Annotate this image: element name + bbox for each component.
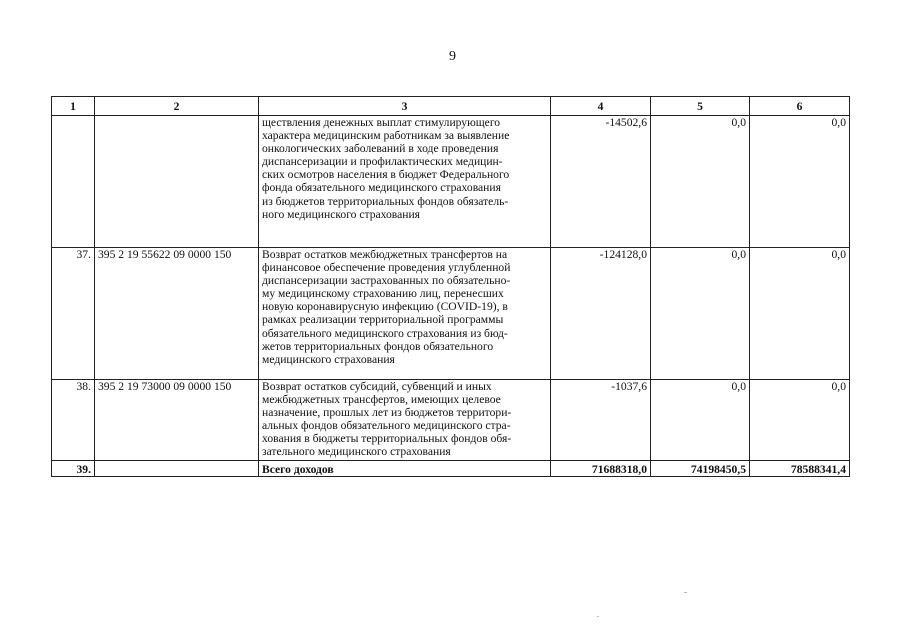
table-total-row: [52, 461, 850, 477]
table-header-row: [52, 97, 850, 116]
header-col-2: 2: [95, 97, 259, 116]
total-value-col-4: 71688318,0: [551, 461, 651, 477]
value-col-4: -1037,6: [551, 380, 651, 461]
row-number: 39.: [52, 461, 95, 477]
budget-code: 395 2 19 55622 09 0000 150: [95, 248, 259, 380]
header-col-4: 4: [551, 97, 651, 116]
row-number: 38.: [52, 380, 95, 461]
value-col-4: -124128,0: [551, 248, 651, 380]
revenue-description: Возврат остатков межбюджетных трансфертов на финансовое обеспечение проведения углубленной диспансеризации застрахованных по обязательно- му медицинскому страхованию лиц, перенесших новую коронавирусную инфекцию (COVID-19), в рамках реализации территориальной программы обязательного медицинского страхования из бюд- жетов территориальных фондов обязательного медицинского страхования: [259, 248, 551, 380]
value-col-6: 0,0: [750, 116, 850, 248]
header-col-3: 3: [259, 97, 551, 116]
total-label: Всего доходов: [259, 461, 551, 477]
table-row: [52, 380, 850, 461]
table-row: [52, 116, 850, 248]
row-number: 37.: [52, 248, 95, 380]
revenue-description: ществления денежных выплат стимулирующего характера медицинским работникам за выявление онкологических заболеваний в ходе проведения диспансеризации и профилактических медицин- ских осмотров населения в бюджет Федерального фонда обязательного медицинского страхования из бюджетов территориальных фондов обязатель- ного медицинского страхования: [259, 116, 551, 248]
budget-code: 395 2 19 73000 09 0000 150: [95, 380, 259, 461]
total-value-col-6: 78588341,4: [750, 461, 850, 477]
value-col-5: 0,0: [651, 116, 750, 248]
value-col-6: 0,0: [750, 380, 850, 461]
revenue-description: Возврат остатков субсидий, субвенций и иных межбюджетных трансфертов, имеющих целевое назначение, прошлых лет из бюджетов территори- альных фондов обязательного медицинского стра- хования в бюджеты территориальных фондов обя- зательного медицинского страхования: [259, 380, 551, 461]
header-col-1: 1: [52, 97, 95, 116]
row-number: [52, 116, 95, 248]
scan-speck: [597, 616, 599, 617]
header-col-6: 6: [750, 97, 850, 116]
scan-speck: [684, 592, 687, 593]
budget-code: [95, 461, 259, 477]
value-col-5: 0,0: [651, 248, 750, 380]
value-col-4: -14502,6: [551, 116, 651, 248]
header-col-5: 5: [651, 97, 750, 116]
total-value-col-5: 74198450,5: [651, 461, 750, 477]
page-number: 9: [449, 49, 456, 64]
budget-code: [95, 116, 259, 248]
budget-revenue-table: [51, 96, 850, 477]
value-col-6: 0,0: [750, 248, 850, 380]
table-row: [52, 248, 850, 380]
value-col-5: 0,0: [651, 380, 750, 461]
